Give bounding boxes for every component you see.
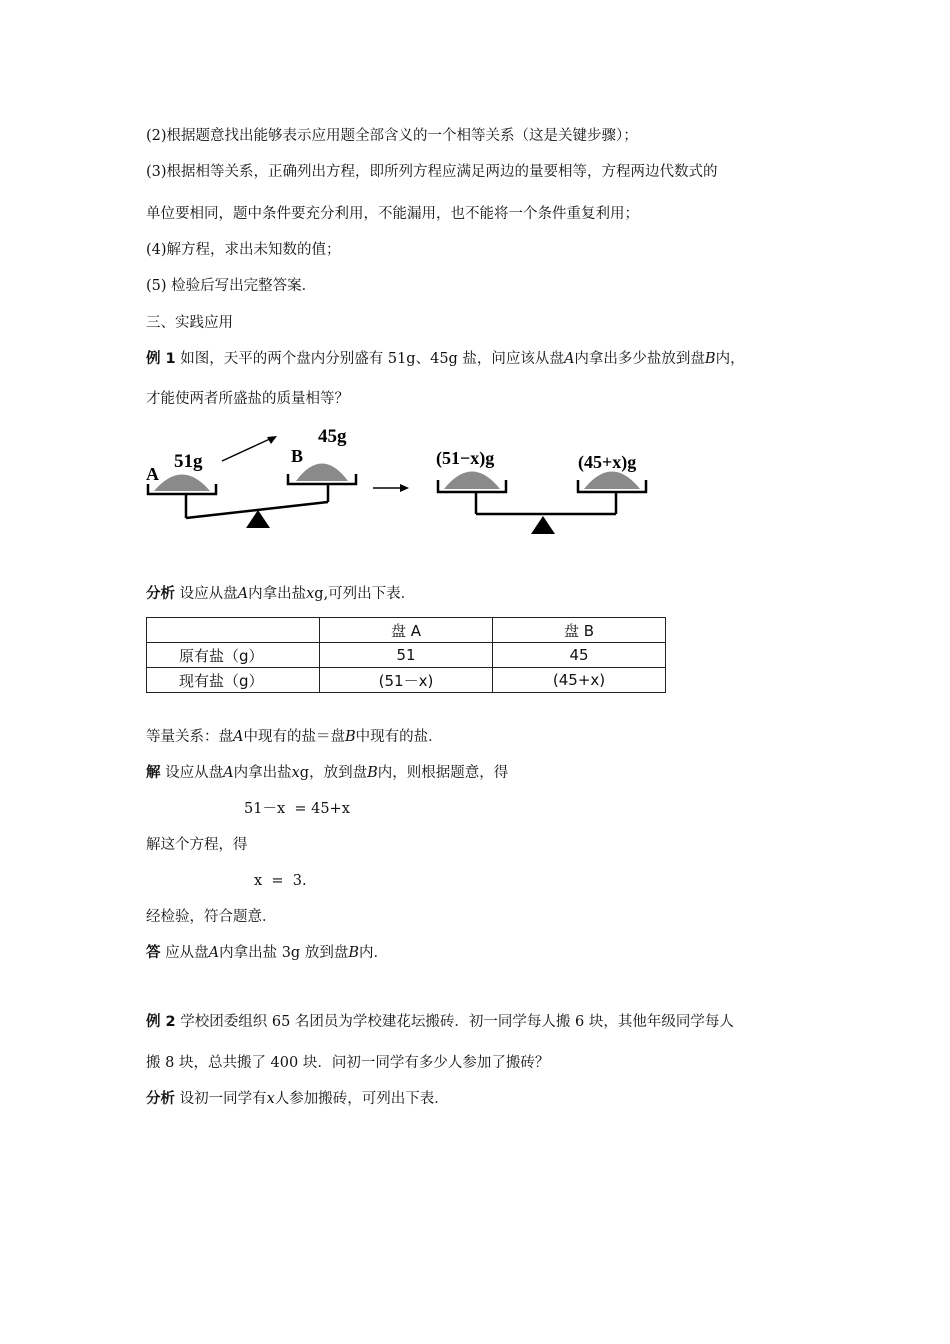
- equal-relation: 等量关系：盘A中现有的盐＝盘B中现有的盐．: [146, 729, 443, 745]
- solution-result: x = 3.: [254, 873, 307, 889]
- table-cell: 51: [320, 643, 493, 668]
- step-2: (2)根据题意找出能够表示应用题全部含义的一个相等关系（这是关键步骤）；: [146, 128, 638, 144]
- table-header-cell: 盘 B: [493, 618, 666, 643]
- table-row: [147, 643, 666, 668]
- solution-label: 解: [146, 765, 161, 781]
- example-1-question-line-2: 才能使两者所盛盐的质量相等？: [146, 391, 349, 407]
- left-pan-a-mass: 51g: [174, 451, 203, 472]
- right-pan-a-mass: (51−x)g: [436, 448, 495, 468]
- example-2-question-line-2: 搬 8 块，总共搬了 400 块．问初一同学有多少人参加了搬砖？: [146, 1055, 550, 1071]
- step-4: (4)解方程，求出未知数的值；: [146, 242, 341, 258]
- table-cell: 原有盐（g）: [147, 643, 320, 668]
- equation: 51－x = 45+x: [244, 801, 350, 817]
- section-heading: 三、实践应用: [146, 315, 233, 331]
- table-header-cell: 盘 A: [320, 618, 493, 643]
- left-pan-b-label: B: [291, 446, 304, 466]
- solution-setup: 解 设应从盘A内拿出盐xg，放到盘B内，则根据题意，得: [146, 765, 509, 781]
- example-1-question-line-1: 例 1 如图，天平的两个盘内分别盛有 51g、45g 盐，问应该从盘A内拿出多少盐放到盘B内，: [146, 351, 745, 367]
- analysis-label: 分析: [146, 586, 175, 602]
- step-3-line-2: 单位要相同，题中条件要充分利用，不能漏用，也不能将一个条件重复利用；: [146, 206, 639, 222]
- verification: 经检验，符合题意．: [146, 909, 277, 925]
- example-1-answer: 答 应从盘A内拿出盐 3g 放到盘B内．: [146, 945, 388, 961]
- left-balance: [146, 426, 356, 528]
- example-1-label: 例 1: [146, 351, 176, 367]
- table-cell: 45: [493, 643, 666, 668]
- table-cell: 现有盐（g）: [147, 668, 320, 693]
- step-5: (5) 检验后写出完整答案．: [146, 278, 317, 294]
- example-2-question-line-1: 例 2 学校团委组织 65 名团员为学校建花坛搬砖．初一同学每人搬 6 块，其他年级同学每人: [146, 1014, 734, 1030]
- answer-label: 答: [146, 945, 161, 961]
- table-header-row: [147, 618, 666, 643]
- step-3-line-1: (3)根据相等关系，正确列出方程，即所列方程应满足两边的量要相等，方程两边代数式的: [146, 164, 718, 180]
- left-pan-a-label: A: [146, 464, 159, 484]
- left-pan-b-mass: 45g: [318, 426, 347, 447]
- table-row: [147, 668, 666, 693]
- table-header-cell: [147, 618, 320, 643]
- table-cell: (45+x): [493, 668, 666, 693]
- balance-figure: [140, 418, 680, 543]
- example-2-label: 例 2: [146, 1014, 176, 1030]
- table-cell: (51－x): [320, 668, 493, 693]
- salt-table: [146, 617, 666, 693]
- example-2-analysis: 分析 设初一同学有x人参加搬砖，可列出下表．: [146, 1091, 449, 1107]
- example-1-analysis: 分析 设应从盘A内拿出盐xg,可列出下表．: [146, 586, 416, 602]
- right-pan-b-mass: (45+x)g: [578, 452, 637, 472]
- analysis-label: 分析: [146, 1091, 175, 1107]
- solve-intro: 解这个方程，得: [146, 837, 248, 853]
- right-balance: [436, 448, 646, 534]
